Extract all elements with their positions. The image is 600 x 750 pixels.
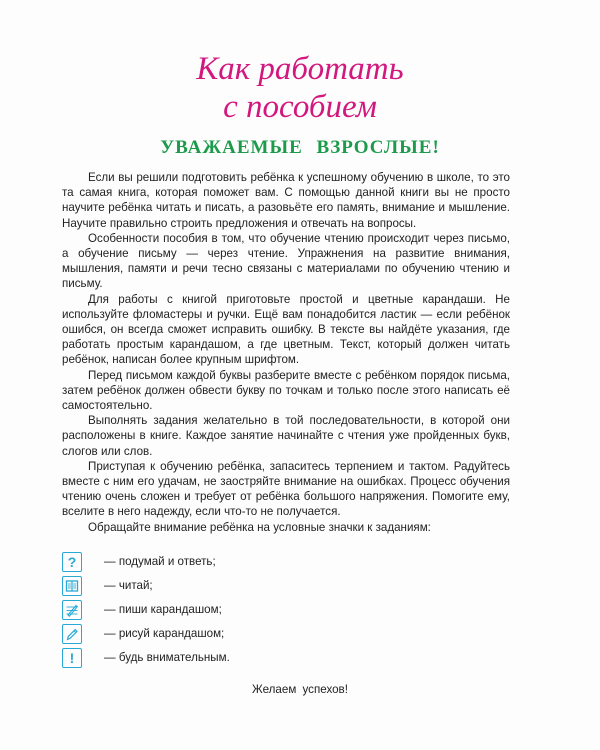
paragraph: Выполнять задания желательно в той последовательности, в которой они расположены в книге. Каждое занятие начинайте с чтения уже пройденных букв, слогов или слов. — [62, 414, 510, 458]
book-icon — [62, 576, 82, 596]
paragraph: Приступая к обучению ребёнка, запаситесь терпением и тактом. Радуйтесь вместе с ним его удачам, не заостряйте внимание на ошибках. Процесс обучения чтению очень сложен и требует от ребёнка большого напряжения. Помогите ему, вселите в него надежду, если что-то не получается. — [62, 459, 510, 519]
legend-text: — подумай и ответь; — [104, 555, 216, 568]
pencil-write-icon — [62, 600, 82, 620]
exclamation-icon: ! — [62, 648, 82, 668]
page-title-line-1: Как работать — [196, 51, 404, 87]
page-title — [0, 50, 600, 126]
paragraph: Обращайте внимание ребёнка на условные значки к заданиям: — [88, 520, 431, 534]
question-mark-icon: ? — [62, 552, 82, 572]
subtitle: УВАЖАЕМЫЕ ВЗРОСЛЫЕ! — [160, 137, 440, 158]
legend-item — [62, 600, 362, 620]
paragraph: Особенности пособия в том, что обучение чтению происходит через письмо, а обучение письму — через чтение. Упражнения на развитие внимания, мышления, памяти и речи тесно связаны с материалами по обучению чтению и письму. — [62, 231, 510, 291]
paragraph: Для работы с книгой приготовьте простой и цветные карандаши. Не используйте фломастеры и ручки. Ещё вам понадобится ластик — если ребёнок ошибся, он всегда сможет исправить ошибку. В тексте вы найдёте указания, где работать простым карандашом, а где цветным. Текст, который должен читать ребёнок, написан более крупным шрифтом. — [62, 292, 510, 367]
body-text — [62, 170, 510, 535]
legend-item — [62, 624, 362, 644]
paragraph: Если вы решили подготовить ребёнка к успешному обучению в школе, то это та самая книга, которая поможет вам. С помощью данной книги вы не просто научите ребёнка читать и писать, а разовьёте его память, внимание и мышление. Научите правильно строить предложения и отвечать на вопросы. — [62, 171, 510, 230]
paragraph: Перед письмом каждой буквы разберите вместе с ребёнком порядок письма, затем ребёнок должен обвести букву по точкам и только после этого написать её самостоятельно. — [62, 368, 510, 413]
legend-text: — рисуй карандашом; — [104, 627, 225, 640]
legend-text: — пиши карандашом; — [104, 603, 222, 616]
closing-text: Желаем успехов! — [252, 683, 348, 696]
legend-item — [62, 552, 362, 572]
legend-text: — читай; — [104, 579, 153, 592]
legend-item — [62, 648, 362, 668]
pencil-draw-icon — [62, 624, 82, 644]
page-title-line-2: с пособием — [223, 89, 377, 125]
legend-item — [62, 576, 362, 596]
legend-text: — будь внимательным. — [104, 651, 230, 664]
